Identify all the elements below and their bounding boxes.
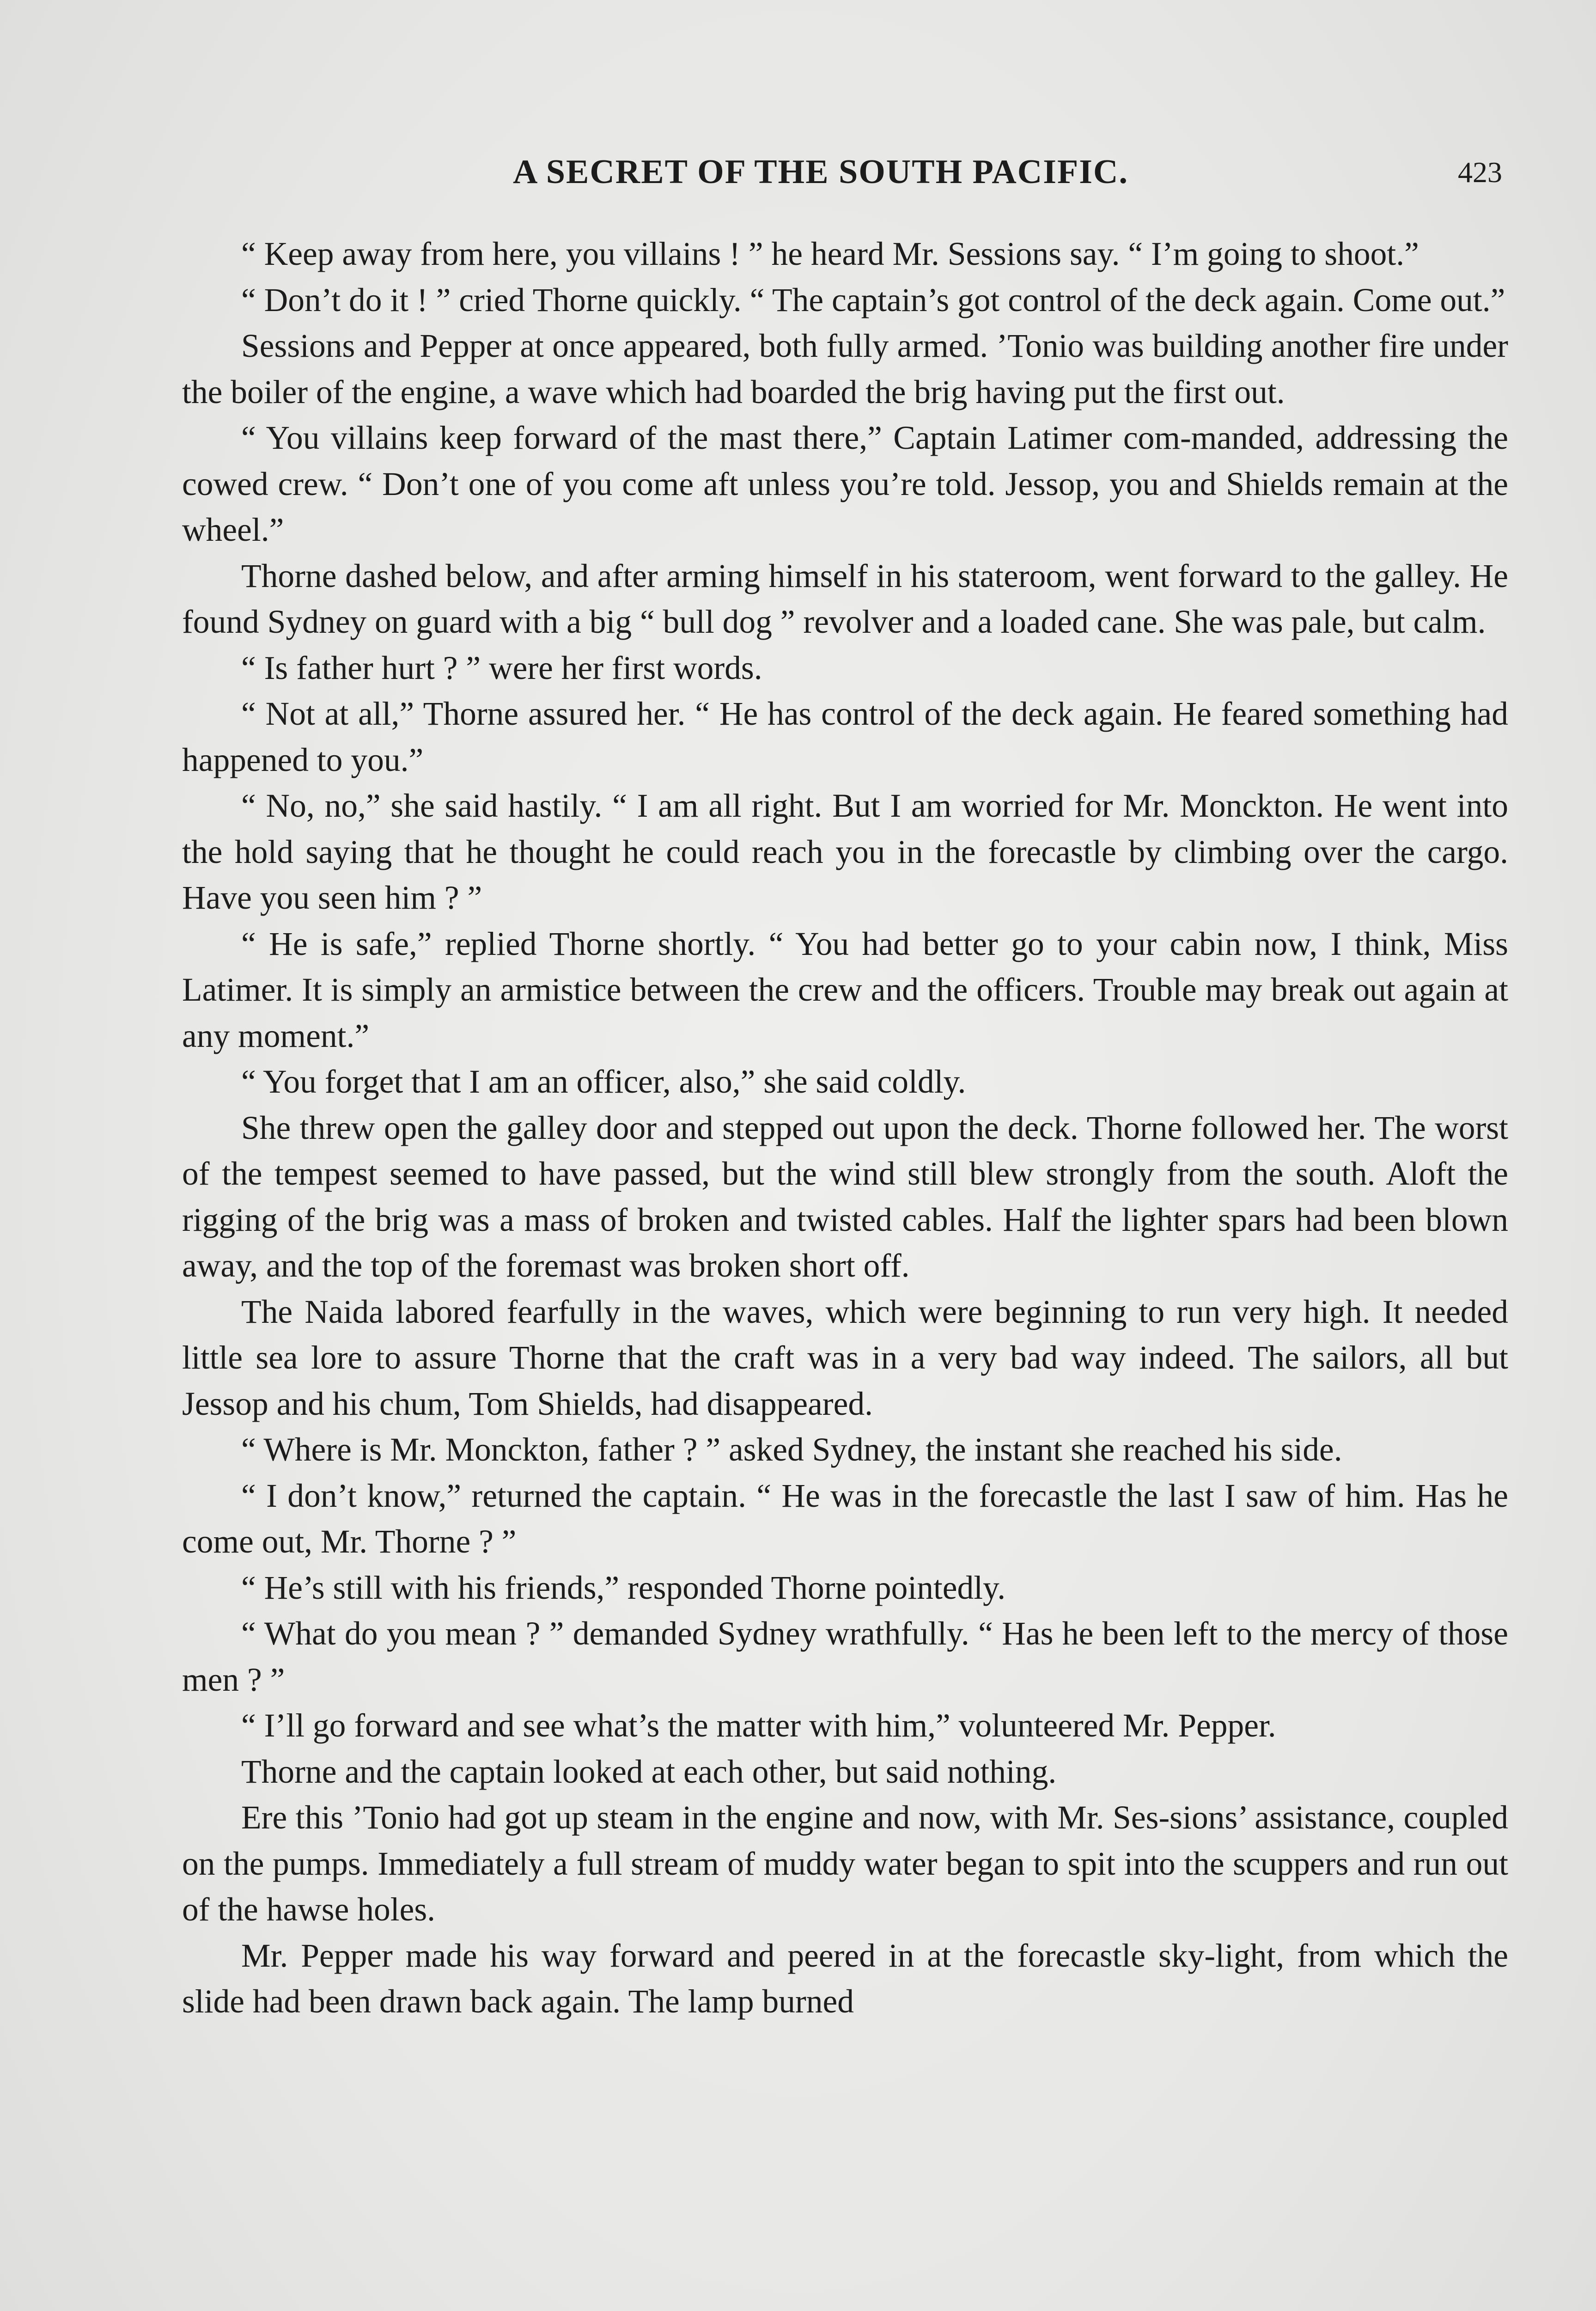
paragraph: “ You forget that I am an officer, also,” she said coldly. [241, 1064, 966, 1100]
paragraph: Mr. Pepper made his way forward and peered in at the forecastle sky-light, from which the slide had been drawn back again. The lamp burned [182, 1937, 1508, 2020]
paragraph: “ He is safe,” replied Thorne shortly. “ You had better go to your cabin now, I think, Miss Latimer. It is simply an armistice between the crew and the officers. Trouble may break out again at any moment.” [182, 925, 1508, 1054]
paragraph: “ No, no,” she said hastily. “ I am all right. But I am worried for Mr. Monckton. He went into the hold saying that he thought he could reach you in the forecastle by climbing over the cargo. Have you seen him ? ” [182, 788, 1508, 916]
paragraph: Thorne and the captain looked at each other, but said nothing. [241, 1753, 1057, 1790]
paragraph: “ Not at all,” Thorne assured her. “ He has control of the deck again. He feared something had happened to you.” [182, 696, 1508, 778]
paragraph: “ Don’t do it ! ” cried Thorne quickly. “ The captain’s got control of the deck again. Come out.” [241, 281, 1505, 318]
paragraph: “ What do you mean ? ” demanded Sydney wrathfully. “ Has he been left to the mercy of those men ? ” [182, 1615, 1508, 1698]
paragraph: Ere this ’Tonio had got up steam in the engine and now, with Mr. Ses-sions’ assistance, coupled on the pumps. Immediately a full stream of muddy water began to spit into the scuppers and run out of the hawse holes. [182, 1799, 1508, 1928]
paragraph: Sessions and Pepper at once appeared, both fully armed. ’Tonio was building another fire under the boiler of the engine, a wave which had boarded the brig having put the first out. [182, 328, 1508, 410]
paragraph: “ He’s still with his friends,” responded Thorne pointedly. [241, 1569, 1006, 1606]
running-title: A SECRET OF THE SOUTH PACIFIC. [513, 153, 1128, 191]
paragraph: “ I’ll go forward and see what’s the matter with him,” volunteered Mr. Pepper. [241, 1707, 1276, 1744]
paragraph: “ Is father hurt ? ” were her first words. [241, 649, 762, 686]
paragraph: “ You villains keep forward of the mast there,” Captain Latimer com-manded, addressing the cowed crew. “ Don’t one of you come aft unless you’re told. Jessop, you and Shields remain at the wheel.” [182, 420, 1508, 548]
paragraph: Thorne dashed below, and after arming himself in his stateroom, went forward to the galley. He found Sydney on guard with a big “ bull dog ” revolver and a loaded cane. She was pale, but calm. [182, 557, 1508, 640]
paragraph: She threw open the galley door and stepped out upon the deck. Thorne followed her. The worst of the tempest seemed to have passed, but the wind still blew strongly from the south. Aloft the rigging of the brig was a mass of broken and twisted cables. Half the lighter spars had been blown away, and the top of the foremast was broken short off. [182, 1109, 1508, 1284]
page-number: 423 [1458, 156, 1502, 189]
page-header [0, 153, 1596, 199]
paragraph: “ Where is Mr. Monckton, father ? ” asked Sydney, the instant she reached his side. [241, 1431, 1342, 1468]
body-text [182, 231, 1508, 2025]
paragraph: “ Keep away from here, you villains ! ” he heard Mr. Sessions say. “ I’m going to shoot.” [241, 236, 1419, 272]
paragraph: The Naida labored fearfully in the waves, which were beginning to run very high. It needed little sea lore to assure Thorne that the craft was in a very bad way indeed. The sailors, all but Jessop and his chum, Tom Shields, had disappeared. [182, 1293, 1508, 1422]
paragraph: “ I don’t know,” returned the captain. “ He was in the forecastle the last I saw of him. Has he come out, Mr. Thorne ? ” [182, 1477, 1508, 1560]
